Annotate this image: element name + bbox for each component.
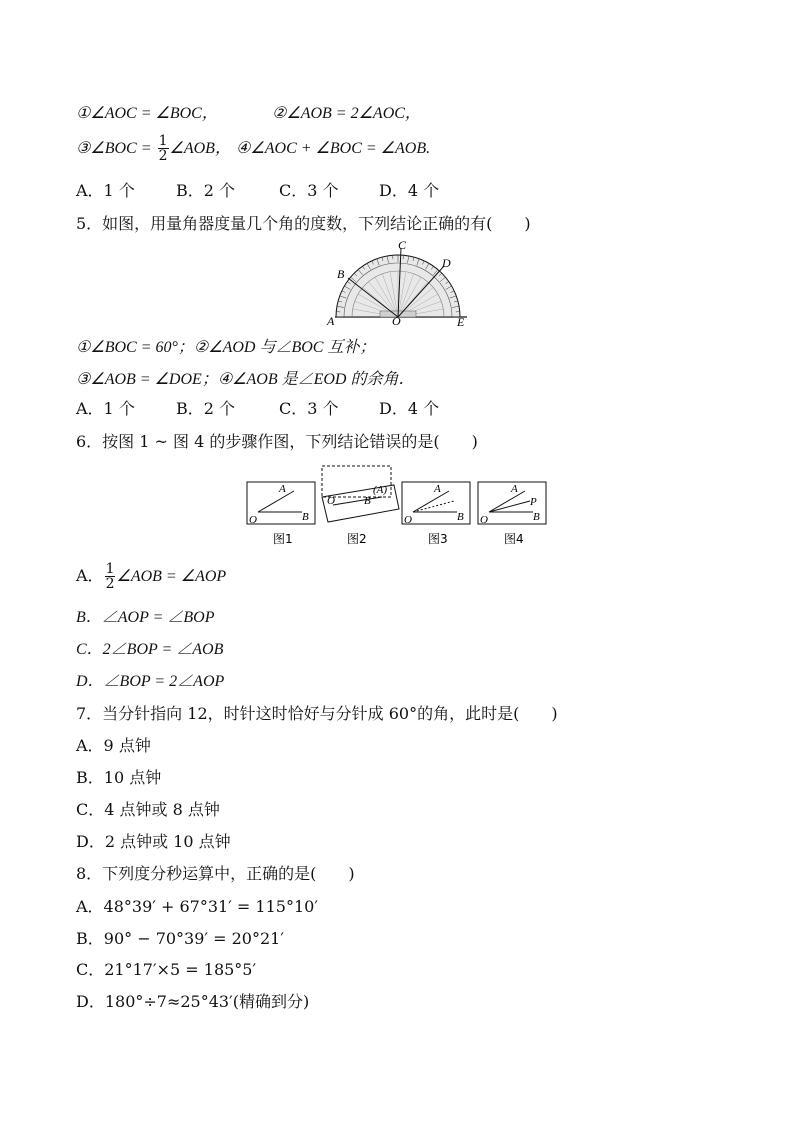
q8-option-c[interactable]: C．21°17′×5 = 185°5′	[76, 960, 257, 979]
fig4-label-p: P	[530, 496, 537, 508]
q6-option-d[interactable]: D．∠BOP = 2∠AOP	[76, 673, 225, 690]
q6-opt-a-fraction	[105, 562, 116, 591]
protractor-diagram	[325, 238, 475, 330]
q6-opt-a-suffix: ∠AOB = ∠AOP	[116, 568, 227, 585]
q6-option-c[interactable]: C．2∠BOP = ∠AOB	[76, 641, 224, 658]
caption-fig1: 图1	[273, 532, 293, 546]
fig2-label-a-paren: (A)	[373, 484, 388, 496]
q6-frac-numerator: 1	[105, 561, 115, 577]
q6-steps-diagram	[244, 464, 554, 548]
q4-s3-prefix: ③∠BOC =	[76, 140, 152, 157]
q4-s3-fraction	[158, 134, 169, 163]
fig4-label-a: A	[511, 483, 518, 495]
label-b: B	[337, 267, 345, 281]
fig1-label-b: B	[302, 511, 309, 523]
fig2-label-b: B	[364, 495, 371, 507]
q5-option-d[interactable]: D．4 个	[379, 399, 440, 418]
q4-s3-suffix: ∠AOB，	[169, 140, 231, 157]
q8-option-b[interactable]: B．90° − 70°39′ = 20°21′	[76, 929, 284, 948]
q4-s2-text: ②∠AOB = 2∠AOC，	[272, 105, 421, 122]
q4-frac-denominator: 2	[158, 148, 168, 164]
q5-option-c[interactable]: C．3 个	[279, 399, 339, 418]
fig4-ray-op	[489, 501, 530, 512]
q5-protractor-figure	[325, 238, 475, 330]
q5-stem: 5．如图，用量角器度量几个角的度数，下列结论正确的有( )	[76, 214, 531, 233]
caption-fig3: 图3	[428, 532, 448, 546]
q5-option-b[interactable]: B．2 个	[176, 399, 236, 418]
q6-steps-figure	[244, 464, 554, 548]
q4-option-c[interactable]: C．3 个	[279, 181, 339, 200]
label-o: O	[392, 314, 401, 328]
q6-opt-a-prefix: A．	[76, 566, 104, 585]
q6-frac-denominator: 2	[105, 576, 115, 592]
q5-statement-1	[76, 337, 375, 358]
q7-option-a[interactable]: A．9 点钟	[76, 736, 151, 755]
q7-option-d[interactable]: D．2 点钟或 10 点钟	[76, 832, 231, 851]
q7-stem: 7．当分针指向 12，时针这时恰好与分针成 60°的角，此时是( )	[76, 704, 558, 723]
fig2-label-o: O	[327, 495, 335, 507]
q7-option-b[interactable]: B．10 点钟	[76, 768, 162, 787]
q4-option-a[interactable]: A．1 个	[76, 181, 135, 200]
q4-option-d[interactable]: D．4 个	[379, 181, 440, 200]
fig4-label-o: O	[480, 514, 488, 526]
fig2-crease	[333, 497, 382, 505]
q8-option-d[interactable]: D．180°÷7≈25°43′(精确到分)	[76, 992, 310, 1011]
q8-stem: 8．下列度分秒运算中，正确的是( )	[76, 864, 355, 883]
fig3-label-a: A	[434, 483, 441, 495]
q4-statement-3-4	[76, 134, 430, 163]
q4-statement-2	[272, 103, 421, 124]
q5-option-a[interactable]: A．1 个	[76, 399, 135, 418]
fig4-ray-oa	[489, 491, 525, 512]
q8-option-a[interactable]: A．48°39′ + 67°31′ = 115°10′	[76, 897, 318, 916]
fig1-label-a: A	[279, 483, 286, 495]
caption-fig4: 图4	[504, 532, 524, 546]
caption-fig2: 图2	[347, 532, 367, 546]
q4-s1-text: ①∠AOC = ∠BOC，	[76, 105, 218, 122]
q4-s4-text: ④∠AOC + ∠BOC = ∠AOB.	[236, 140, 431, 157]
q5-s2-text: ③∠AOB = ∠DOE；④∠AOB 是∠EOD 的余角．	[76, 371, 415, 388]
fig3-label-b: B	[457, 511, 464, 523]
q5-s1-text: ①∠BOC = 60°；②∠AOD 与∠BOC 互补；	[76, 339, 376, 356]
fig1-label-o: O	[249, 514, 257, 526]
label-a: A	[327, 314, 335, 328]
fig3-ray-oa	[413, 491, 449, 512]
fig3-label-o: O	[404, 514, 412, 526]
label-e: E	[457, 315, 465, 329]
q6-option-a[interactable]	[76, 562, 226, 591]
q4-statement-1	[76, 103, 218, 124]
q4-option-b[interactable]: B．2 个	[176, 181, 236, 200]
q5-statement-2	[76, 369, 415, 390]
q6-option-b[interactable]: B．∠AOP = ∠BOP	[76, 609, 215, 626]
q4-frac-numerator: 1	[158, 133, 168, 149]
fig1-ray-oa	[258, 491, 294, 512]
label-c: C	[398, 238, 407, 252]
q7-option-c[interactable]: C．4 点钟或 8 点钟	[76, 800, 220, 819]
fig3-crease-dashed	[413, 501, 454, 512]
fig4-label-b: B	[533, 511, 540, 523]
q6-stem: 6．按图 1 ~ 图 4 的步骤作图，下列结论错误的是( )	[76, 432, 478, 451]
label-d: D	[442, 256, 451, 270]
